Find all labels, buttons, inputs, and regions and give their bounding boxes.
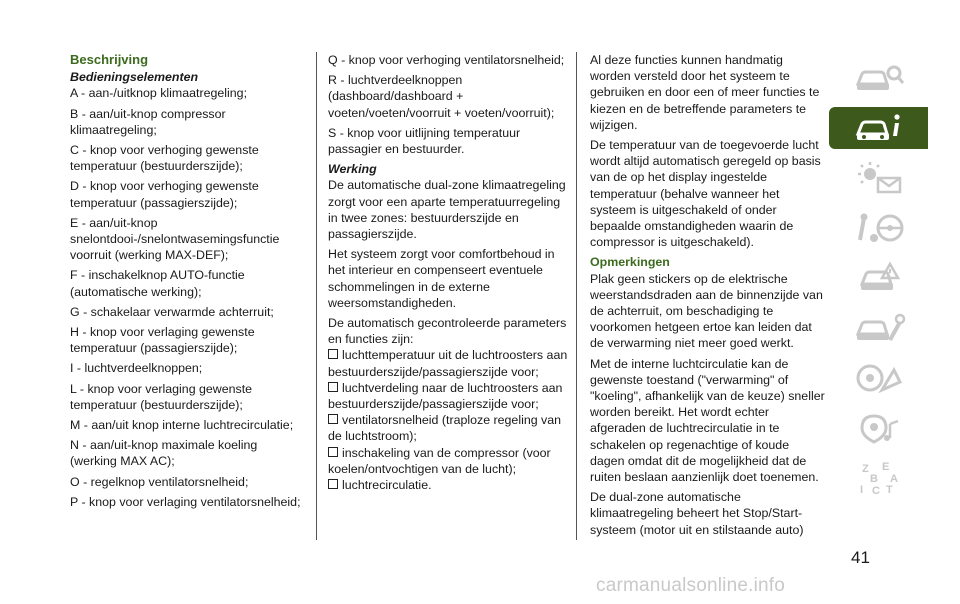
control-item-b: B - aan/uit-knop compressor klimaatregeling; [70,106,226,137]
operation-paragraph: Het systeem zorgt voor comfortbehoud in het interieur en compenseert eventuele schommelingen in de externe weersomstandigheden. [328,247,555,310]
page-number: 41 [851,548,870,567]
note-paragraph: Met de interne luchtcirculatie kan de gewenste toestand ("verwarming" of "koeling", afhankelijk van de keuze) sneller worden bereikt. Het wordt echter afgeraden de luchtrecirculatie in te schakelen op regenachtige of koude dagen omdat dit de mogelijkheid dat de ruiten beslaan aanzienlijk doet toenemen. [590,356,825,485]
control-item-o: O - regelknop ventilatorsnelheid; [70,474,249,489]
column-divider [576,52,577,540]
control-item-n: N - aan/uit-knop maximale koeling (werking MAX AC); [70,438,258,469]
svg-text:B: B [869,473,878,485]
svg-text:C: C [871,485,880,496]
chapter-sidebar [829,57,928,507]
note-paragraph: De dual-zone automatische klimaatregeling beheert het Stop/Start-systeem (motor uit en stilstaande auto) [590,490,804,537]
watermark: carmanualsonline.info [596,575,786,596]
chapter-tab-8[interactable] [829,407,928,449]
subheading-controls: Bedieningselementen [70,70,199,85]
chapter-tab-2[interactable] [829,107,928,149]
car-search-icon [852,60,906,96]
chapter-tab-5[interactable] [829,257,928,299]
note-paragraph: Plak geen stickers op de elektrische weerstandsdraden aan de binnenzijde van de achterruit, om beschadiging te voorkomen hetgeen ertoe kan leiden dat de verwarming niet meer goed werkt. [590,271,823,351]
subheading-operation: Werking [328,162,377,177]
driving-controls-icon [852,210,906,246]
chapter-tab-4[interactable] [829,207,928,249]
column-2 [328,52,568,493]
svg-text:A: A [889,473,898,485]
maintenance-car-icon [852,310,906,346]
control-item-f: F - inschakelknop AUTO-functie (automatische werking); [70,268,245,299]
bullet-text: inschakeling van de compressor (voor koelen/ontvochtigen van de lucht); [328,445,551,476]
control-item-p: P - knop voor verlaging ventilatorsnelheid; [70,494,301,509]
operation-paragraph: De automatisch gecontroleerde parameters en functies zijn: [328,316,567,347]
checkbox-bullet-icon [328,414,338,424]
checkbox-bullet-icon [328,349,338,359]
control-item-e: E - aan/uit-knop snelontdooi-/snelontwasemingsfunctie voorruit (werking MAX-DEF); [70,215,280,263]
svg-text:I: I [859,484,863,496]
operation-paragraph: De automatische dual-zone klimaatregeling zorgt voor een aparte temperatuurregeling in twee zones: bestuurderszijde en passagierszijde. [328,178,566,242]
subheading-notes: Opmerkingen [590,255,670,270]
warning-light-message-icon [852,160,906,196]
alphabetical-index-icon [852,460,906,496]
column-1 [70,52,302,514]
multimedia-icon [852,410,906,446]
control-item-a: A - aan-/uitknop klimaatregeling; [70,86,248,101]
bullet-item [328,477,568,493]
control-item-h: H - knop voor verlaging gewenste temperatuur (passagierszijde); [70,325,255,356]
control-item-l: L - knop voor verlaging gewenste temperatuur (bestuurderszijde); [70,381,253,412]
function-paragraph: Al deze functies kunnen handmatig worden versteld door het systeem te gebruiken en door een of meer functies te kiezen en de betreffende parameters te wijzigen. [590,53,820,132]
bullet-text: luchtverdeling naar de luchtroosters aan bestuurderszijde/passagierszijde voor; [328,380,563,412]
bullet-text: luchttemperatuur uit de luchtroosters aan bestuurderszijde/passagierszijde voor; [328,348,568,379]
control-item-q: Q - knop voor verhoging ventilatorsnelheid; [328,53,565,67]
bullet-text: ventilatorsnelheid (traploze regeling van de luchtstroom); [328,413,562,444]
checkbox-bullet-icon [328,447,338,457]
checkbox-bullet-icon [328,479,338,489]
chapter-tab-1[interactable] [829,57,928,99]
section-title: Beschrijving [70,52,149,67]
technical-data-icon [852,360,906,396]
car-info-icon [852,110,906,146]
control-item-s: S - knop voor uitlijning temperatuur passagier en bestuurder. [328,125,521,157]
bullet-item [328,412,568,444]
function-paragraph: De temperatuur van de toegevoerde lucht wordt altijd automatisch geregeld op basis van de op het display ingestelde temperatuur (behalve wanneer het systeem is uitgeschakeld of onder bepaalde omstandigheden waarin de compressor is uitgeschakeld). [590,138,821,250]
control-item-c: C - knop voor verhoging gewenste temperatuur (bestuurderszijde); [70,143,259,174]
control-item-r: R - luchtverdeelknoppen (dashboard/dashboard + voeten/voeten/voorruit + voeten/voorruit); [328,73,555,120]
checkbox-bullet-icon [328,382,338,392]
svg-text:E: E [881,461,889,473]
column-divider [316,52,317,540]
chapter-tab-7[interactable] [829,357,928,399]
column-3 [590,52,826,542]
bullet-item [328,445,568,477]
svg-text:Z: Z [861,463,869,475]
bullet-item [328,347,568,379]
chapter-tab-3[interactable] [829,157,928,199]
control-item-i: I - luchtverdeelknoppen; [70,361,203,376]
control-item-m: M - aan/uit knop interne luchtrecirculatie; [70,418,294,433]
chapter-tab-9[interactable] [829,457,928,499]
control-item-g: G - schakelaar verwarmde achterruit; [70,304,274,319]
control-item-d: D - knop voor verhoging gewenste temperatuur (passagierszijde); [70,179,259,210]
bullet-item [328,380,568,412]
bullet-text: luchtrecirculatie. [342,478,432,493]
chapter-tab-6[interactable] [829,307,928,349]
emergency-car-icon [852,260,906,296]
svg-text:T: T [885,484,893,496]
